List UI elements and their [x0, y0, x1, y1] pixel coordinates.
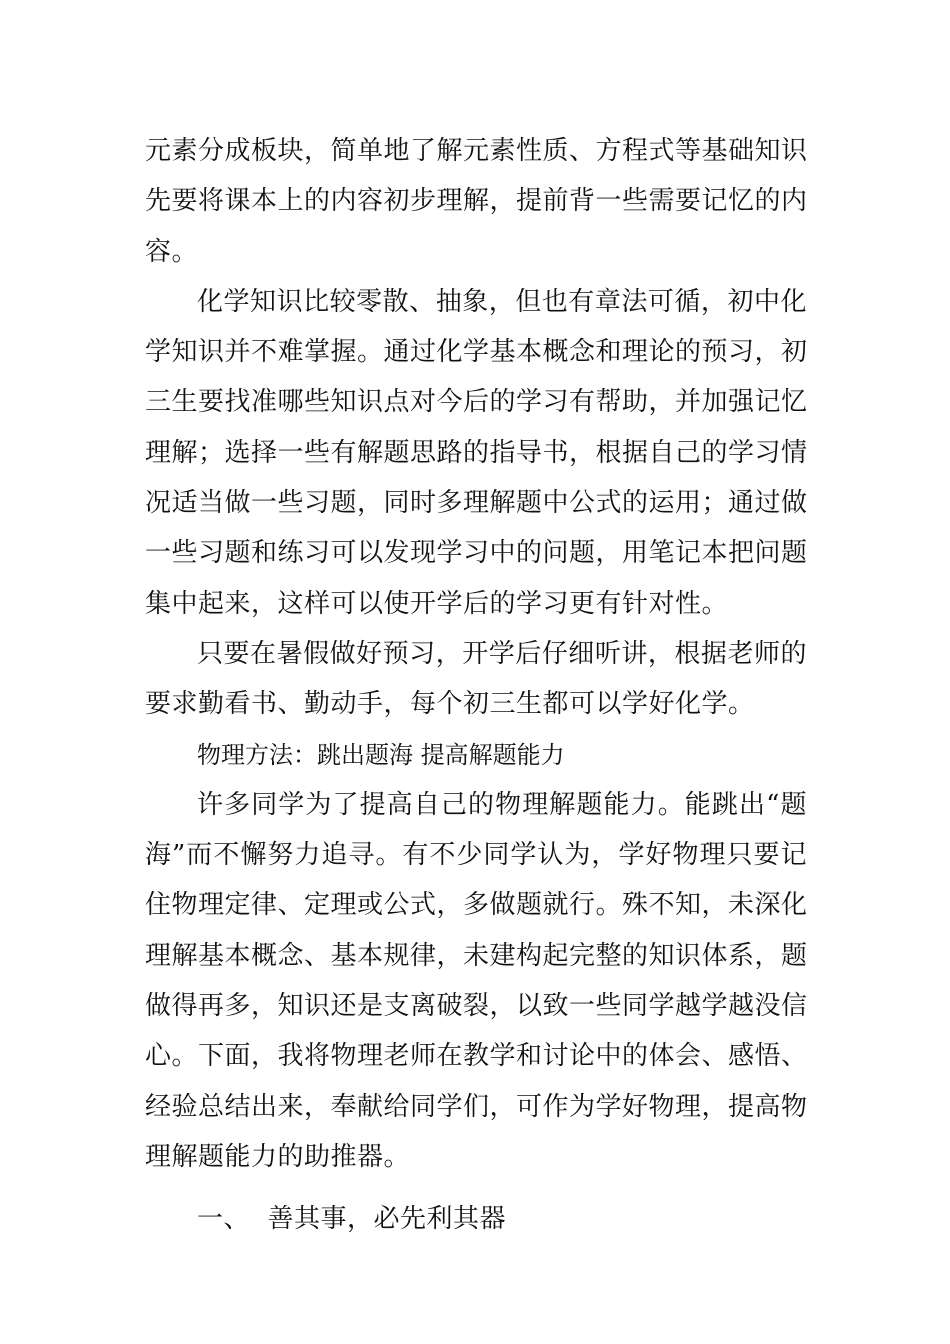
paragraph-chemistry-preview [145, 277, 807, 629]
paragraph-line: 元素分成板块，简单地了解元素性质、方程式等基础知识 [145, 136, 808, 166]
paragraph-line: 理解题能力的助推器。 [145, 1141, 411, 1172]
paragraph-line: 要求勤看书、勤动手，每个初三生都可以学好化学。 [145, 689, 755, 720]
paragraph-line: 住物理定律、定理或公式，多做题就行。殊不知，未深化 [145, 890, 808, 921]
paragraph-line: 做得再多，知识还是支离破裂，以致一些同学越学越没信 [145, 991, 808, 1022]
paragraph-line: 集中起来，这样可以使开学后的学习更有针对性。 [145, 588, 729, 619]
paragraph-line: 海”而不懈努力追寻。有不少同学认为，学好物理只要记 [145, 840, 807, 871]
paragraph-element-overview [145, 126, 807, 277]
paragraph-line: 学知识并不难掌握。通过化学基本概念和理论的预习，初 [145, 337, 808, 368]
numbered-section-title: 一、 善其事，必先利其器 [197, 1204, 507, 1235]
paragraph-summer-preview [145, 629, 807, 730]
paragraph-line: 理解；选择一些有解题思路的指导书，根据自己的学习情 [145, 437, 808, 468]
section-heading: 物理方法：跳出题海 提高解题能力 [197, 740, 565, 769]
paragraph-physics-method [145, 780, 807, 1182]
paragraph-line: 心。下面，我将物理老师在教学和讨论中的体会、感悟、 [145, 1041, 808, 1072]
paragraph-line: 先要将课本上的内容初步理解，提前背一些需要记忆的内 [145, 186, 808, 217]
paragraph-line: 一些习题和练习可以发现学习中的问题，用笔记本把问题 [145, 538, 808, 569]
paragraph-line: 理解基本概念、基本规律，未建构起完整的知识体系，题 [145, 940, 808, 971]
paragraph-line: 经验总结出来，奉献给同学们，可作为学好物理，提高物 [145, 1091, 808, 1122]
paragraph-line: 许多同学为了提高自己的物理解题能力。能跳出“题 [197, 789, 807, 820]
paragraph-line: 只要在暑假做好预习，开学后仔细听讲，根据老师的 [197, 638, 807, 669]
paragraph-line: 三生要找准哪些知识点对今后的学习有帮助，并加强记忆 [145, 387, 808, 418]
paragraph-line: 况适当做一些习题，同时多理解题中公式的运用；通过做 [145, 488, 808, 519]
document-body [145, 126, 807, 1245]
paragraph-line: 化学知识比较零散、抽象，但也有章法可循，初中化 [197, 286, 807, 317]
paragraph-line: 容。 [145, 236, 199, 267]
